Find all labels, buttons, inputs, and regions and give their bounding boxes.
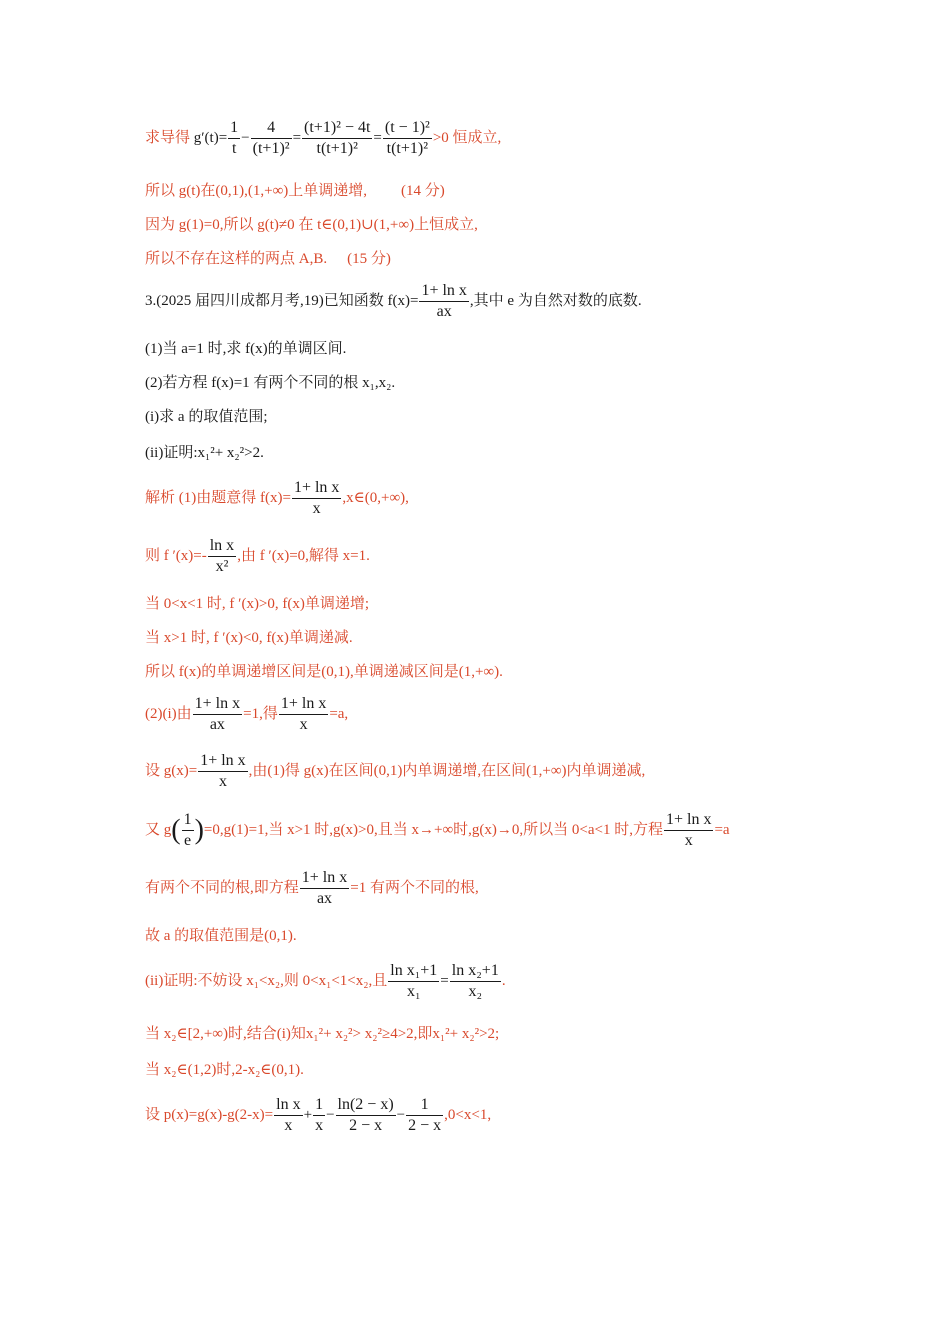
plus-sign: + — [303, 1106, 313, 1123]
monotone-text: 所以 g(t)在(0,1),(1,+∞)上单调递增, — [145, 183, 368, 199]
x1-fraction — [388, 961, 439, 1002]
fx-fraction — [292, 478, 341, 519]
lnx-over-x — [274, 1095, 302, 1136]
frac-den: ax — [209, 716, 225, 733]
p2-mid: =1,得 — [243, 705, 278, 722]
fx-fraction — [193, 694, 242, 735]
solution-prefix: 解析 (1)由题意得 f(x)= — [145, 489, 291, 506]
frac-num: 4 — [251, 118, 292, 139]
fx-fraction — [279, 694, 328, 735]
frac-num: 1+ ln x — [198, 751, 247, 772]
frac-num: 1+ ln x — [279, 694, 328, 715]
left-paren: ( — [171, 814, 181, 846]
frac-num: ln x₁+1 — [388, 961, 439, 982]
p2-prefix: (2)(i)由 — [145, 705, 192, 722]
frac-num: ln x — [274, 1095, 302, 1116]
frac-den: x — [299, 716, 308, 733]
p2-suffix: =a, — [329, 705, 349, 722]
range-line — [145, 926, 297, 946]
fx-fraction — [300, 868, 349, 909]
frac-den: x — [218, 773, 227, 790]
question-3-part2i — [145, 407, 267, 427]
range-text: 故 a 的取值范围是(0,1). — [145, 928, 297, 944]
inv-e-fraction — [182, 810, 194, 851]
monotone-line — [145, 181, 445, 201]
frac-num: 1 — [228, 118, 240, 139]
frac-num: 1+ ln x — [292, 478, 341, 499]
one-over-x — [313, 1095, 325, 1136]
fx-fraction — [419, 281, 468, 322]
decreasing-text: 当 x>1 时, f ′(x)<0, f(x)单调递减. — [145, 630, 353, 646]
fraction-1-over-t — [228, 118, 240, 159]
frac-num: 1 — [406, 1095, 443, 1116]
ge-suffix: =a — [714, 821, 730, 838]
fx-fraction — [664, 810, 713, 851]
frac-den: ax — [436, 303, 452, 320]
ln2mx-over-2mx — [336, 1095, 396, 1136]
q3-part2i-text: (i)求 a 的取值范围; — [145, 409, 268, 425]
frac-den: x₁ — [406, 983, 421, 1000]
frac-den: x — [684, 832, 693, 849]
derivative-fx-line — [145, 536, 370, 577]
summary-line — [145, 662, 503, 682]
frac-den: x₂ — [468, 983, 483, 1000]
frac-num: (t+1)² − 4t — [302, 118, 372, 139]
fx-fraction — [198, 751, 247, 792]
equals-sign: = — [373, 129, 382, 146]
frac-num: ln(2 − x) — [336, 1095, 396, 1116]
ii-prefix: (ii)证明:不妨设 x₁<x₂,则 0<x₁<1<x₂,且 — [145, 972, 388, 989]
frac-num: 1 — [182, 810, 194, 831]
increasing-text: 当 0<x<1 时, f ′(x)>0, f(x)单调递增; — [145, 596, 370, 612]
frac-den: t(t+1)² — [386, 140, 429, 157]
decreasing-line — [145, 628, 353, 648]
frac-den: x — [315, 1117, 324, 1134]
fraction-4 — [251, 118, 292, 159]
p-prefix: 设 p(x)=g(x)-g(2-x)= — [145, 1106, 274, 1123]
p-suffix: ,0<x<1, — [444, 1106, 492, 1123]
g-suffix: ,由(1)得 g(x)在区间(0,1)内单调递增,在区间(1,+∞)内单调递减, — [248, 762, 646, 779]
q3-prefix: 3.(2025 届四川成都月考,19)已知函数 f(x)= — [145, 292, 419, 309]
frac-den: (t+1)² — [252, 140, 290, 157]
deriv-suffix: ,由 f ′(x)=0,解得 x=1. — [237, 547, 370, 564]
increasing-line — [145, 594, 369, 614]
frac-den: x² — [215, 558, 229, 575]
equals-sign: = — [292, 129, 302, 146]
one-over-2mx — [406, 1095, 443, 1136]
minus-sign: − — [396, 1106, 406, 1123]
q3-part2ii-text: (ii)证明:x₁²+ x₂²>2. — [145, 445, 264, 461]
two-suffix: =1 有两个不同的根, — [350, 879, 479, 896]
frac-den: 2 − x — [349, 1117, 383, 1134]
g-inverse-e-line — [145, 810, 730, 851]
q3-part2-text: (2)若方程 f(x)=1 有两个不同的根 x₁,x₂. — [145, 375, 396, 391]
minus-sign: − — [241, 129, 250, 146]
conclusion-line — [145, 249, 391, 269]
frac-num: 1+ ln x — [193, 694, 242, 715]
question-3-part2 — [145, 373, 395, 393]
right-paren: ) — [194, 814, 204, 846]
nonzero-line — [145, 215, 478, 235]
two-roots-line — [145, 868, 479, 909]
question-3-part1 — [145, 339, 346, 359]
frac-den: t(t+1)² — [316, 140, 358, 157]
case2-line — [145, 1060, 304, 1080]
x2-fraction — [450, 961, 501, 1002]
question-3-part2ii — [145, 443, 264, 463]
part2i-line — [145, 694, 348, 735]
frac-num: ln x — [208, 536, 236, 557]
summary-text: 所以 f(x)的单调递增区间是(0,1),单调递减区间是(1,+∞). — [145, 664, 503, 680]
frac-den: ax — [316, 890, 333, 907]
frac-den: x — [312, 500, 321, 517]
nonzero-text: 因为 g(1)=0,所以 g(t)≠0 在 t∈(0,1)∪(1,+∞)上恒成立, — [145, 217, 478, 233]
q3-suffix: ,其中 e 为自然对数的底数. — [469, 292, 642, 309]
g-prefix: 设 g(x)= — [145, 762, 198, 779]
case1-text: 当 x₂∈[2,+∞)时,结合(i)知x₁²+ x₂²> x₂²≥4>2,即x₁²+ x₂²>2; — [145, 1026, 500, 1042]
frac-num: ln x₂+1 — [450, 961, 501, 982]
fraction-combined — [302, 118, 372, 159]
ii-suffix: . — [501, 972, 506, 989]
ge-mid: =0,g(1)=1,当 x>1 时,g(x)>0,且当 x→+∞时,g(x)→0,所以当 0<a<1 时,方程 — [203, 821, 663, 838]
derivative-suffix: >0 恒成立, — [432, 129, 502, 146]
part2ii-proof-line — [145, 961, 506, 1002]
frac-den: 2 − x — [408, 1117, 442, 1134]
derivative-prefix: 求导得 — [145, 129, 194, 146]
px-define-line — [145, 1095, 491, 1136]
score-14: (14 分) — [401, 183, 445, 199]
conclusion-text: 所以不存在这样的两点 A,B. — [145, 251, 328, 267]
derivative-line — [145, 118, 501, 159]
gx-define-line — [145, 751, 645, 792]
fraction-simplified — [383, 118, 432, 159]
frac-num: 1 — [313, 1095, 325, 1116]
score-15: (15 分) — [347, 251, 391, 267]
deriv-fraction — [208, 536, 236, 577]
case2-text: 当 x₂∈(1,2)时,2-x₂∈(0,1). — [145, 1062, 304, 1078]
two-prefix: 有两个不同的根,即方程 — [145, 879, 299, 896]
frac-num: (t − 1)² — [383, 118, 432, 139]
deriv-prefix: 则 f ′(x)=- — [145, 547, 207, 564]
frac-num: 1+ ln x — [419, 281, 468, 302]
minus-sign: − — [326, 1106, 335, 1123]
gprime-label: g′(t)= — [193, 129, 228, 146]
frac-num: 1+ ln x — [664, 810, 713, 831]
solution-suffix: ,x∈(0,+∞), — [342, 489, 409, 506]
frac-den: e — [184, 832, 192, 849]
frac-num: 1+ ln x — [300, 868, 349, 889]
solution-part1 — [145, 478, 409, 519]
case1-line — [145, 1024, 499, 1044]
question-3-stem — [145, 281, 642, 322]
frac-den: x — [284, 1117, 293, 1134]
frac-den: t — [231, 140, 237, 157]
ge-prefix: 又 g — [145, 821, 172, 838]
q3-part1-text: (1)当 a=1 时,求 f(x)的单调区间. — [145, 341, 347, 357]
equals-sign: = — [440, 972, 449, 989]
